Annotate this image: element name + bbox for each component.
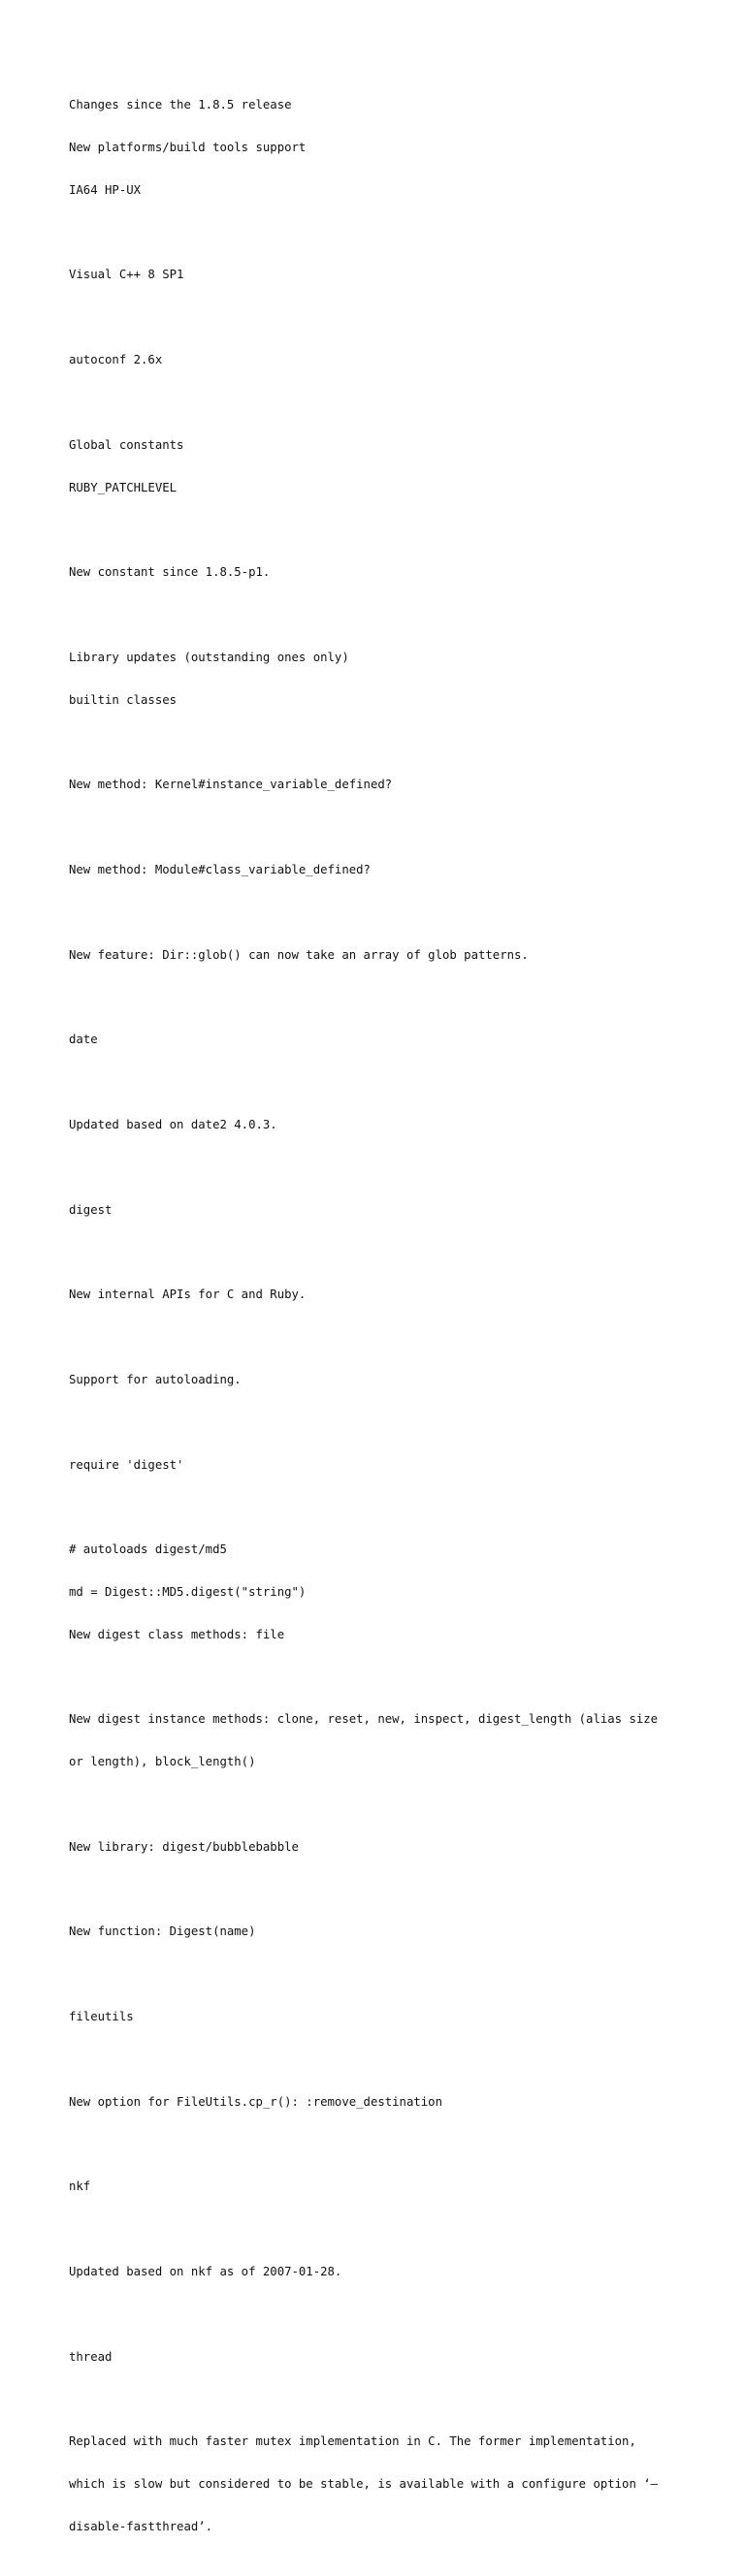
text-line: Global constants [69,437,184,452]
paragraph [69,325,680,396]
paragraph [69,1896,680,1967]
text-line: disable-fastthread’. [69,2519,213,2533]
text-line: builtin classes [69,692,178,707]
paragraph [69,410,680,524]
paragraph [69,537,680,608]
paragraph [69,1429,680,1500]
text-line: which is slow but considered to be stable, is available with a configure option ‘– [69,2477,659,2492]
text-line: Support for autoloading. [69,1372,242,1386]
paragraph [69,1514,680,1670]
paragraph [69,2322,680,2393]
text-line: md = Digest::MD5.digest("string") [69,1584,307,1599]
paragraph [69,1174,680,1245]
text-line: date [69,1033,98,1047]
paragraph [69,239,680,310]
text-line: thread [69,2349,113,2364]
paragraph [69,749,680,820]
text-line: or length), block_length() [69,1755,256,1769]
text-line: New constant since 1.8.5-p1. [69,565,271,580]
text-line: New method: Module#class_variable_defined? [69,862,371,876]
text-line: Updated based on nkf as of 2007-01-28. [69,2265,342,2279]
text-line: Updated based on date2 4.0.3. [69,1117,277,1131]
paragraph [69,1982,680,2052]
text-line: New option for FileUtils.cp_r(): :remove_destination [69,2094,442,2109]
text-line: require 'digest' [69,1457,184,1472]
text-line: Library updates (outstanding ones only) [69,650,349,664]
text-line: nkf [69,2179,91,2194]
text-line: # autoloads digest/md5 [69,1542,227,1557]
text-line: New function: Digest(name) [69,1924,256,1939]
paragraph [69,1345,680,1415]
text-line: Replaced with much faster mutex implementation in C. The former implementation, [69,2434,636,2449]
text-line: New feature: Dir::glob() can now take an array of glob patterns. [69,947,529,962]
paragraph [69,835,680,906]
text-line: fileutils [69,2010,134,2024]
paragraph [69,1090,680,1161]
text-line: New method: Kernel#instance_variable_defined? [69,778,393,792]
text-line: New library: digest/bubblebabble [69,1839,299,1854]
paragraph [69,919,680,990]
text-line: digest [69,1202,113,1217]
paragraph [69,2067,680,2138]
paragraph [69,1259,680,1330]
text-line: New internal APIs for C and Ruby. [69,1288,307,1302]
paragraph [69,2237,680,2307]
text-line: Changes since the 1.8.5 release [69,98,292,112]
text-line: New digest class methods: file [69,1627,285,1641]
text-line: autoconf 2.6x [69,353,163,367]
paragraph [69,622,680,736]
text-line: New platforms/build tools support [69,140,307,154]
text-line: Visual C++ 8 SP1 [69,268,184,282]
paragraph [69,1004,680,1075]
paragraph [69,1684,680,1797]
document-body [69,70,680,2576]
paragraph [69,1812,680,1883]
text-line: New digest instance methods: clone, reset, new, inspect, digest_length (alias size [69,1712,659,1727]
paragraph [69,2151,680,2222]
text-line: RUBY_PATCHLEVEL [69,480,178,494]
text-line: IA64 HP-UX [69,182,142,197]
paragraph [69,2406,680,2562]
paragraph [69,70,680,226]
